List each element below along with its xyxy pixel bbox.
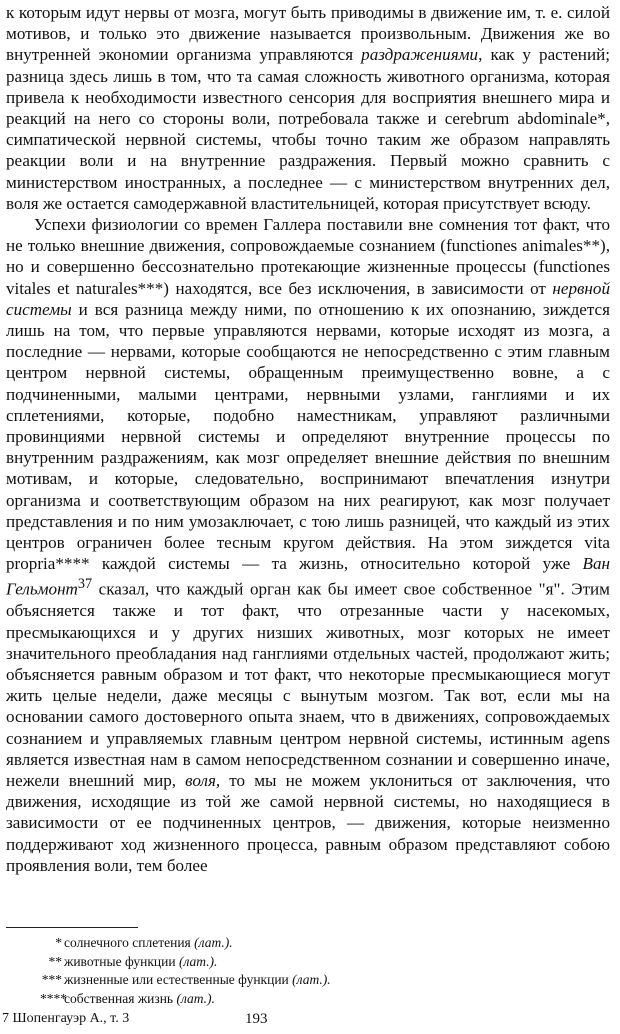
footnotes [40, 934, 460, 1008]
text-run: Успехи физиологии со времен Галлера поставили вне сомнения тот факт, что не только внешние движения, сопровождаемые сознанием (functiones animales**), но и совершенно бессознательно протекающие жизненные процессы (functiones vitales et naturales***) находятся, все без исключения, в зависимости от [6, 215, 610, 298]
footnote-3 [40, 971, 460, 990]
footnote-separator [6, 927, 138, 928]
text-run: то мы не можем уклониться от заключения, что движения, исходящие из той же самой нервной системы, но находящиеся в зависимости от ее подчиненных центров, — движения, которые неизменно поддерживают ход жизненного процесса, равным образом представляют собою проявления воли, тем более [6, 771, 610, 875]
footnote-lang-note: (лат.). [178, 953, 218, 969]
body-text [6, 2, 610, 876]
footnote-mark: * [55, 935, 62, 950]
footnote-text: солнечного сплетения [64, 935, 195, 950]
footnote-text: собственная жизнь [64, 990, 177, 1006]
italic-run: воля, [185, 771, 221, 790]
endnote-ref: 37 [77, 576, 93, 593]
text-run: и вся разница между ними, по отношению к их опознанию, зиждется лишь на том, что первые управляются нервами, которые исходят из мозга, а последние — нервами, которые сообщаются не непосредственно с этим главным центром нервной системы, обращенным преимущественно вовне, а с подчиненными, малыми центрами, нервными узлами, ганглиями и их сплетениями, которые, подобно наместникам, управляют различными провинциями нервной системы и определяют внутренние процессы по внутренним раздражениям, как мозг определяет внешние действия по внешним мотивам, и которые, следовательно, воспринимают впечатления изнутри организма и соответствующим образом на них реагируют, как мозг получает представления и по ним умозаключает, с тою лишь разницей, что каждый из этих центров ограничен более тесным кругом действия. На этом зиждется vita propria**** каждой системы — та жизнь, относительно которой уже [6, 299, 610, 574]
text-run: сказал, что каждый орган как бы имеет свое собственное "я". Этим объясняется также и тот факт, что отрезанные части у насекомых, пресмыкающихся и у других низших животных, мозг которых не имеет значительного преобладания над ганглиями отдельных частей, продолжают жить; объясняется равным образом и тот факт, что некоторые пресмыкающиеся могут жить целые недели, даже месяцы с вынутым мозгом. Так вот, если мы на основании самого достоверного опыта знаем, что в движениях, сопровождаемых сознанием и управляемых главным центром нервной системы, истинным agens является известная нам в самом непосредственном сознании и совершенно иначе, нежели внешний мир, [6, 580, 610, 790]
text-run: как у растений; разница здесь лишь в том, что та самая сложность животного организма, которая привела к необходимости известного сенсория для восприятия внешнего мира и реакций на него со стороны воли, потребовала также и cerebrum abdominale*, симпатической нервной системы, чтобы точно таким же образом направлять реакции воли и на внутренние раздражения. Первый можно сравнить с министерством иностранных, а последнее — с министерством внутренних дел, воля же остается самодержавной властительницей, которая присутствует всюду. [6, 45, 610, 213]
footnote-lang-note: (лат.). [194, 935, 233, 950]
footnote-lang-note: (лат.). [176, 990, 215, 1006]
page-footer [2, 1011, 602, 1031]
page-number: 193 [245, 1011, 268, 1027]
footnote-text: жизненные или естественные функции [64, 972, 293, 987]
italic-run: нервной системы [6, 278, 610, 319]
text-run: к которым идут нервы от мозга, могут быть приводимы в движение им, т. е. силой мотивов, и только это движение называется произвольным. Движения же во внутренней экономии организма управляются [6, 3, 610, 65]
footnote-text: животные функции [64, 953, 179, 969]
footnote-mark: *** [41, 972, 62, 987]
paragraph-2 [6, 214, 610, 876]
footnote-2 [40, 953, 460, 972]
italic-run: Ван Гельмонт [6, 554, 610, 600]
signature-mark: 7 Шопенгауэр А., т. 3 [2, 1011, 130, 1026]
footnote-mark: **** [40, 990, 67, 1006]
footnote-mark: ** [48, 953, 62, 969]
footnote-1 [40, 934, 460, 953]
footnote-lang-note: (лат.). [292, 972, 331, 987]
footnote-4 [40, 990, 460, 1009]
paragraph-1 [6, 2, 610, 214]
italic-run: раздражениями, [361, 45, 483, 65]
